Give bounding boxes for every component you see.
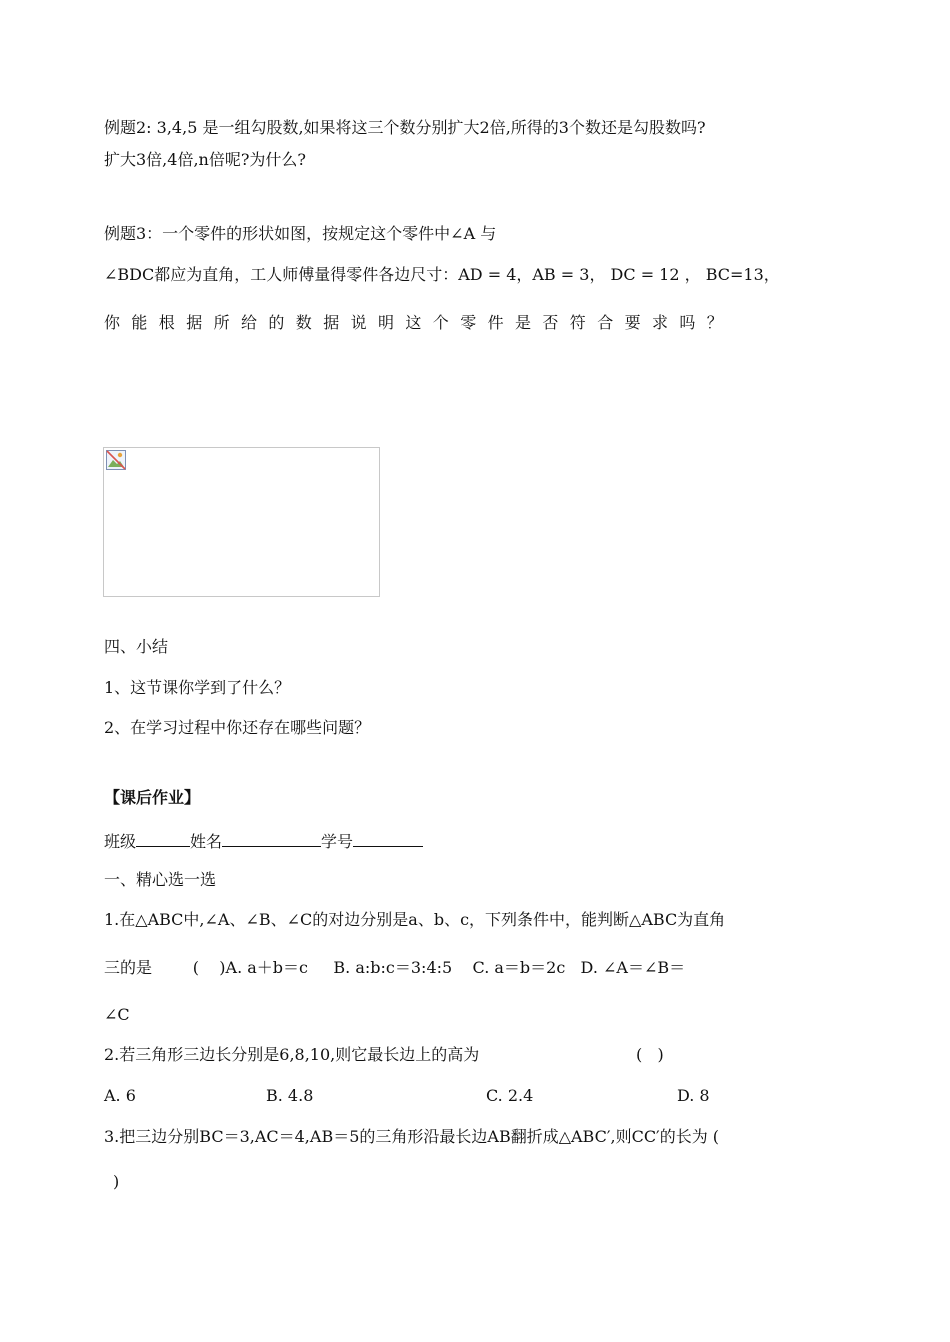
example2-line2: 扩大3倍,4倍,n倍呢?为什么? (104, 150, 306, 169)
student-info-line (104, 830, 423, 850)
example2-line1: 例题2: 3,4,5 是一组勾股数,如果将这三个数分别扩大2倍,所得的3个数还是勾股数吗? (104, 118, 706, 137)
class-blank[interactable] (136, 830, 190, 847)
broken-image-icon (106, 450, 126, 470)
example3-line3: 你能根据所给的数据说明这个零件是否符合要求吗？ (104, 313, 735, 332)
class-label: 班级 (104, 832, 137, 851)
q3-line1: 3.把三边分别BC＝3,AC＝4,AB＝5的三角形沿最长边AB翻折成△ABC′,则CC′的长为 ( (104, 1127, 720, 1146)
homework-heading: 【课后作业】 (104, 788, 201, 807)
id-blank[interactable] (353, 830, 423, 847)
section1-heading: 一、精心选一选 (104, 870, 217, 889)
q2-option-c: C. 2.4 (486, 1086, 534, 1105)
name-blank[interactable] (222, 830, 321, 847)
q2-option-a: A. 6 (104, 1086, 136, 1105)
summary-q1: 1、这节课你学到了什么？ (104, 678, 291, 697)
summary-q2: 2、在学习过程中你还存在哪些问题？ (104, 718, 371, 737)
q3-line2: ) (113, 1172, 120, 1191)
name-label: 姓名 (190, 832, 223, 851)
q1-line3: ∠C (104, 1005, 130, 1024)
q2-stem: 2.若三角形三边长分别是6,8,10,则它最长边上的高为 (104, 1045, 480, 1064)
q2-answer-paren: ( ) (636, 1045, 664, 1064)
q1-line2: 三的是 ( )A. a＋b＝c B. a:b:c＝3:4:5 C. a＝b＝2c D. ∠A＝∠B＝ (104, 958, 686, 977)
q2-option-b: B. 4.8 (266, 1086, 314, 1105)
q2-option-d: D. 8 (677, 1086, 710, 1105)
example3-line2: ∠BDC都应为直角，工人师傅量得零件各边尺寸：AD = 4，AB = 3， DC = 12 ， BC=13， (104, 265, 780, 284)
example3-line1: 例题3：一个零件的形状如图，按规定这个零件中∠A 与 (104, 224, 497, 243)
id-label: 学号 (321, 832, 354, 851)
q1-line1: 1.在△ABC中,∠A、∠B、∠C的对边分别是a、b、c，下列条件中，能判断△ABC为直角 (104, 910, 726, 929)
summary-heading: 四、小结 (104, 637, 169, 656)
figure-placeholder (103, 447, 380, 597)
